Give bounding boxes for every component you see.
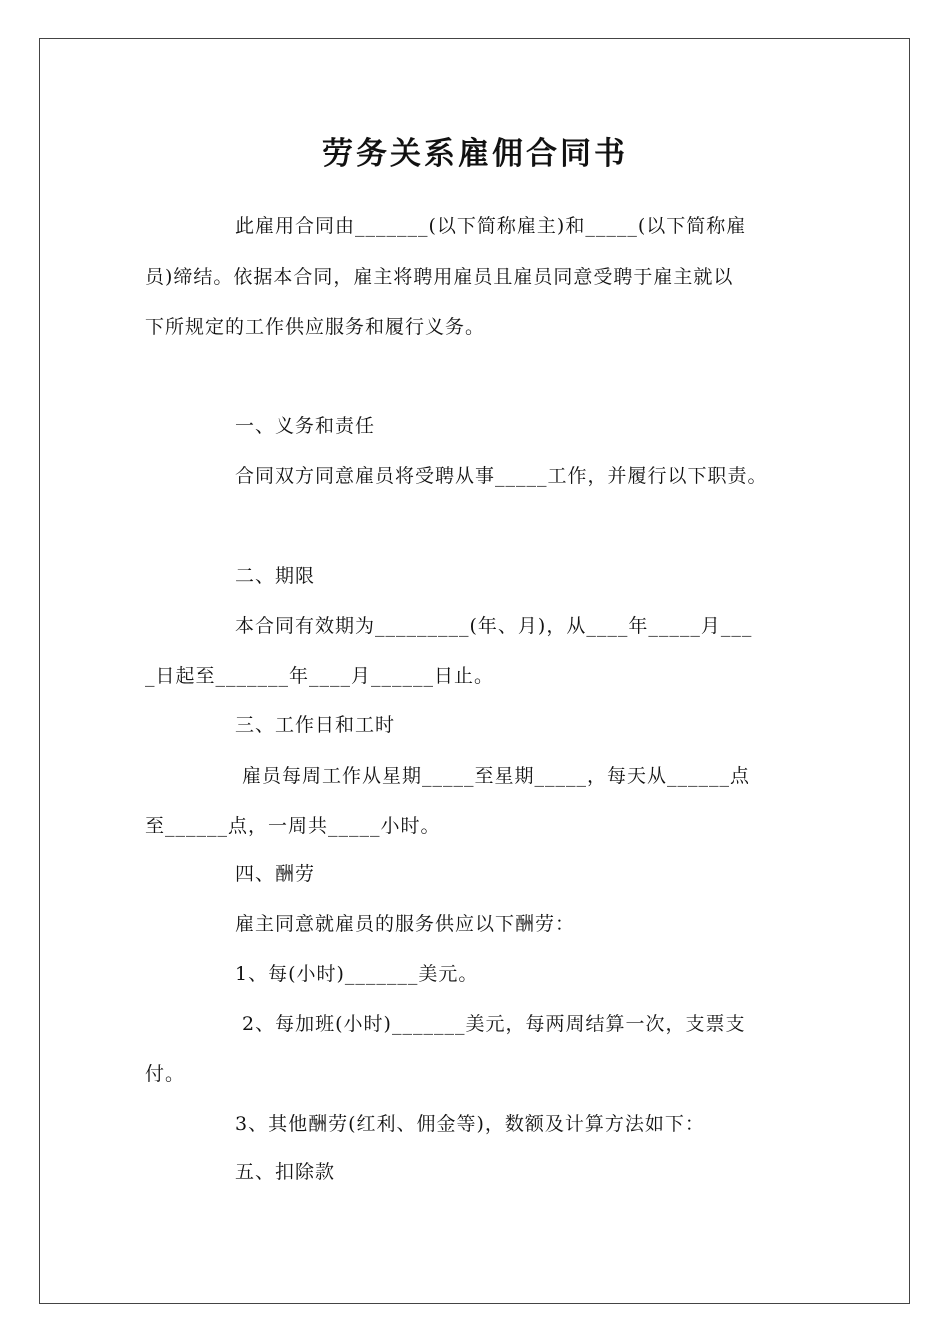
document-title: 劳务关系雇佣合同书	[322, 136, 628, 172]
pay-item-3: 3、其他酬劳(红利、佣金等)，数额及计算方法如下：	[235, 1113, 705, 1135]
paragraph-intro-line-1: 此雇用合同由_______(以下简称雇主)和_____(以下简称雇	[235, 215, 747, 237]
paragraph-hours-line-2: 至______点，一周共_____小时。	[145, 815, 441, 837]
section-heading-hours: 三、工作日和工时	[235, 714, 396, 736]
paragraph-hours-line-1: 雇员每周工作从星期_____至星期_____，每天从______点	[235, 765, 751, 787]
paragraph-pay: 雇主同意就雇员的服务供应以下酬劳：	[235, 913, 576, 935]
paragraph-term-line-1: 本合同有效期为_________(年、月)，从____年_____月___	[235, 615, 753, 637]
section-heading-duties: 一、义务和责任	[235, 415, 376, 437]
pay-item-1: 1、每(小时)_______美元。	[235, 963, 479, 985]
pay-item-2-line-2: 付。	[145, 1063, 186, 1085]
section-heading-pay: 四、酬劳	[235, 863, 316, 885]
paragraph-term-line-2: _日起至_______年____月______日止。	[145, 665, 495, 687]
paragraph-duties: 合同双方同意雇员将受聘从事_____工作，并履行以下职责。	[235, 465, 768, 487]
pay-item-2-line-1: 2、每加班(小时)_______美元，每两周结算一次，支票支	[235, 1013, 746, 1035]
section-heading-term: 二、期限	[235, 565, 316, 587]
paragraph-intro-line-2: 员)缔结。依据本合同，雇主将聘用雇员且雇员同意受聘于雇主就以	[145, 266, 734, 288]
section-heading-deductions: 五、扣除款	[235, 1161, 336, 1183]
paragraph-intro-line-3: 下所规定的工作供应服务和履行义务。	[145, 316, 486, 338]
